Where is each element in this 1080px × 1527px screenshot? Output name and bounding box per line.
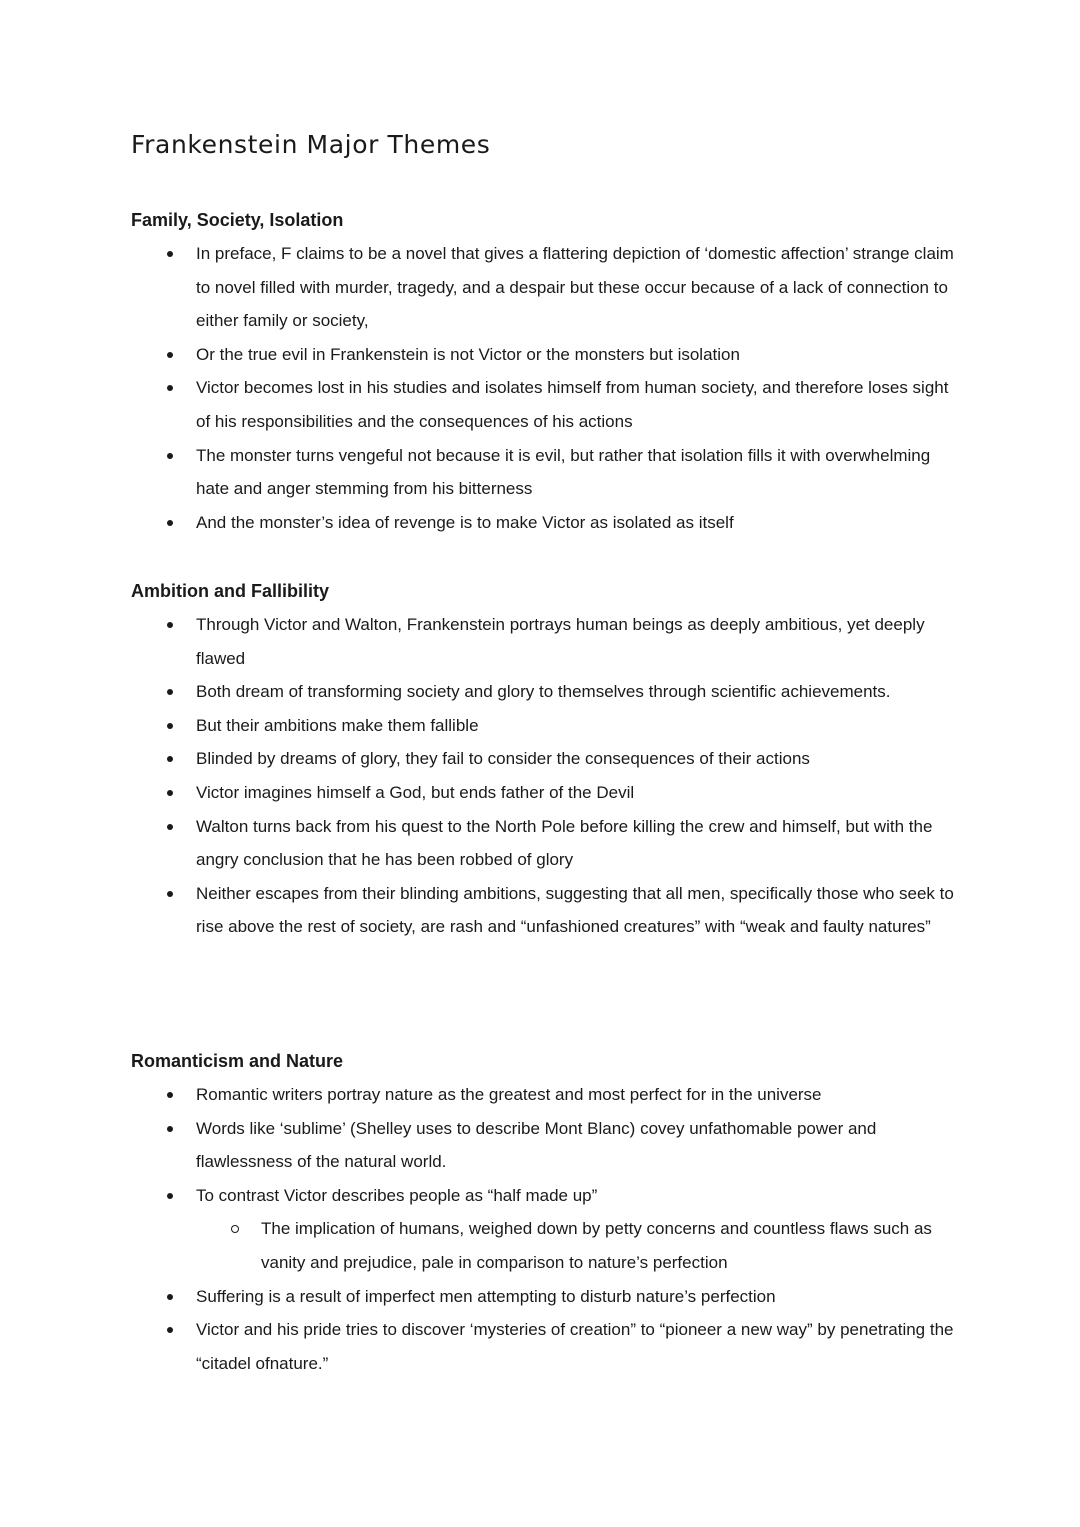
section-ambition-fallibility xyxy=(131,574,961,944)
sub-list-item: The implication of humans, weighed down by petty concerns and countless flaws such as vanity and prejudice, pale in comparison to nature’s perfection xyxy=(196,1212,961,1279)
list-item: To contrast Victor describes people as “half made up” xyxy=(131,1179,961,1213)
section-heading: Romanticism and Nature xyxy=(131,1051,344,1071)
section-family-society-isolation xyxy=(131,203,961,539)
list-item: Neither escapes from their blinding ambitions, suggesting that all men, specifically those who seek to rise above the rest of society, are rash and “unfashioned creatures” with “weak and faulty natures” xyxy=(131,877,961,944)
sub-list-wrapper xyxy=(131,1212,961,1279)
list-item: Suffering is a result of imperfect men attempting to disturb nature’s perfection xyxy=(131,1280,961,1314)
list-item: And the monster’s idea of revenge is to make Victor as isolated as itself xyxy=(131,506,961,540)
section-heading: Family, Society, Isolation xyxy=(131,210,344,230)
list-item: Victor imagines himself a God, but ends father of the Devil xyxy=(131,776,961,810)
list-item: Or the true evil in Frankenstein is not Victor or the monsters but isolation xyxy=(131,338,961,372)
list-item: Victor and his pride tries to discover ‘mysteries of creation” to “pioneer a new way” by penetrating the “citadel ofnature.” xyxy=(131,1313,961,1380)
bullet-list xyxy=(131,237,961,539)
list-item: In preface, F claims to be a novel that gives a flattering depiction of ‘domestic affection’ strange claim to novel filled with murder, tragedy, and a despair but these occur because of a lack of connection to either family or society, xyxy=(131,237,961,338)
list-item: But their ambitions make them fallible xyxy=(131,709,961,743)
list-item: Both dream of transforming society and glory to themselves through scientific achievements. xyxy=(131,675,961,709)
list-item: Through Victor and Walton, Frankenstein portrays human beings as deeply ambitious, yet deeply flawed xyxy=(131,608,961,675)
bullet-list xyxy=(131,1078,961,1380)
list-item: Words like ‘sublime’ (Shelley uses to describe Mont Blanc) covey unfathomable power and flawlessness of the natural world. xyxy=(131,1112,961,1179)
sub-bullet-list xyxy=(196,1212,961,1279)
section-heading: Ambition and Fallibility xyxy=(131,581,329,601)
list-item: Romantic writers portray nature as the greatest and most perfect for in the universe xyxy=(131,1078,961,1112)
list-item: Walton turns back from his quest to the North Pole before killing the crew and himself, but with the angry conclusion that he has been robbed of glory xyxy=(131,810,961,877)
bullet-list xyxy=(131,608,961,944)
section-romanticism-nature xyxy=(131,1044,961,1380)
page-title: Frankenstein Major Themes xyxy=(131,130,491,159)
list-item: Blinded by dreams of glory, they fail to consider the consequences of their actions xyxy=(131,742,961,776)
list-item: The monster turns vengeful not because it is evil, but rather that isolation fills it with overwhelming hate and anger stemming from his bitterness xyxy=(131,439,961,506)
list-item: Victor becomes lost in his studies and isolates himself from human society, and therefore loses sight of his responsibilities and the consequences of his actions xyxy=(131,371,961,438)
